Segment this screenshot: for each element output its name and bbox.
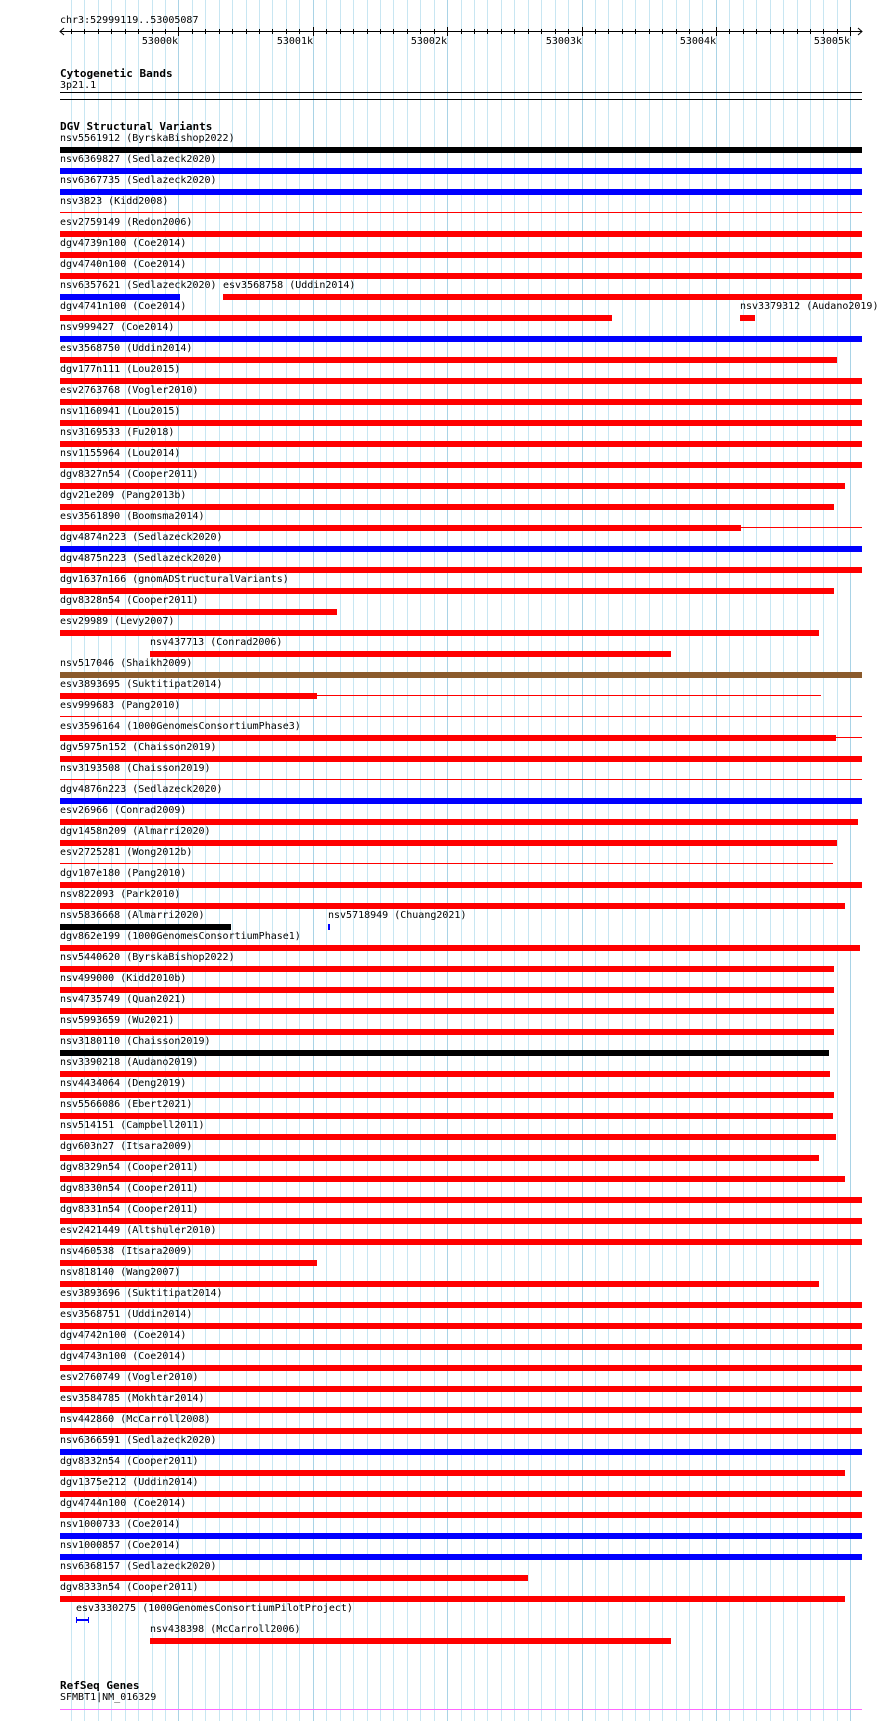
variant-bar[interactable]: [60, 756, 862, 762]
variant-bar[interactable]: [60, 462, 862, 468]
variant-label[interactable]: esv3596164 (1000GenomesConsortiumPhase3): [60, 721, 301, 732]
variant-bar[interactable]: [60, 294, 180, 300]
variant-label[interactable]: dgv4744n100 (Coe2014): [60, 1498, 187, 1509]
variant-label[interactable]: nsv3390218 (Audano2019): [60, 1057, 199, 1068]
variant-bar[interactable]: [60, 1470, 845, 1476]
variant-label[interactable]: dgv1637n166 (gnomADStructuralVariants): [60, 574, 289, 585]
variant-label[interactable]: esv3561890 (Boomsma2014): [60, 511, 205, 522]
variant-label[interactable]: nsv5836668 (Almarri2020): [60, 910, 205, 921]
variant-label[interactable]: nsv1155964 (Lou2014): [60, 448, 181, 459]
variant-label[interactable]: nsv5993659 (Wu2021): [60, 1015, 175, 1026]
variant-bar[interactable]: [60, 212, 862, 213]
variant-bar[interactable]: [60, 399, 862, 405]
ruler-tick-label: 53003k: [545, 36, 582, 47]
variant-label[interactable]: dgv8333n54 (Cooper2011): [60, 1582, 199, 1593]
variant-bar[interactable]: [60, 1008, 834, 1014]
variant-label[interactable]: dgv4741n100 (Coe2014): [60, 301, 187, 312]
variant-bar[interactable]: [60, 525, 741, 531]
variant-label[interactable]: dgv8330n54 (Cooper2011): [60, 1183, 199, 1194]
refseq-gene-label[interactable]: SFMBT1|NM_016329: [60, 1692, 157, 1703]
variant-bar[interactable]: [60, 609, 337, 615]
variant-label[interactable]: nsv1000857 (Coe2014): [60, 1540, 181, 1551]
variant-label[interactable]: esv3584785 (Mokhtar2014): [60, 1393, 205, 1404]
variant-label[interactable]: esv2725281 (Wong2012b): [60, 847, 193, 858]
variant-label[interactable]: nsv4434064 (Deng2019): [60, 1078, 187, 1089]
variant-bar[interactable]: [60, 735, 836, 741]
variant-label[interactable]: nsv3823 (Kidd2008): [60, 196, 169, 207]
variant-bar[interactable]: [60, 1134, 836, 1140]
variant-bar[interactable]: [60, 924, 231, 930]
variant-label[interactable]: esv2763768 (Vogler2010): [60, 385, 199, 396]
variant-label[interactable]: nsv3180110 (Chaisson2019): [60, 1036, 211, 1047]
variant-bar[interactable]: [60, 1596, 845, 1602]
variant-bar[interactable]: [150, 1638, 671, 1644]
variant-label[interactable]: dgv8331n54 (Cooper2011): [60, 1204, 199, 1215]
variant-connector: [836, 737, 862, 738]
variant-connector: [317, 695, 821, 696]
variant-label[interactable]: nsv3193508 (Chaisson2019): [60, 763, 211, 774]
variant-label[interactable]: nsv6368157 (Sedlazeck2020): [60, 1561, 217, 1572]
variant-label[interactable]: nsv1000733 (Coe2014): [60, 1519, 181, 1530]
variant-bar[interactable]: [60, 1092, 834, 1098]
variant-label[interactable]: nsv5566086 (Ebert2021): [60, 1099, 193, 1110]
variant-bar[interactable]: [60, 1323, 862, 1329]
variant-bar[interactable]: [223, 294, 862, 300]
variant-label[interactable]: dgv107e180 (Pang2010): [60, 868, 187, 879]
variant-bar[interactable]: [60, 546, 862, 552]
variant-bar[interactable]: [60, 1365, 862, 1371]
variant-bar[interactable]: [60, 987, 834, 993]
variant-bar[interactable]: [60, 840, 837, 846]
variant-label[interactable]: dgv177n111 (Lou2015): [60, 364, 181, 375]
variant-bar[interactable]: [60, 1554, 862, 1560]
variant-label[interactable]: nsv6366591 (Sedlazeck2020): [60, 1435, 217, 1446]
cytoband-label: 3p21.1: [60, 80, 97, 91]
refseq-track-title[interactable]: RefSeq Genes: [60, 1679, 140, 1692]
variant-bar[interactable]: [60, 1512, 862, 1518]
variant-label[interactable]: dgv4743n100 (Coe2014): [60, 1351, 187, 1362]
variant-label[interactable]: nsv6367735 (Sedlazeck2020): [60, 175, 217, 186]
variant-bar[interactable]: [60, 315, 612, 321]
variant-label[interactable]: esv2759149 (Redon2006): [60, 217, 193, 228]
variant-label[interactable]: dgv4740n100 (Coe2014): [60, 259, 187, 270]
ruler-tick-label: 53004k: [679, 36, 716, 47]
variant-connector: [741, 527, 862, 528]
variant-label[interactable]: esv999683 (Pang2010): [60, 700, 181, 711]
variant-label[interactable]: dgv8329n54 (Cooper2011): [60, 1162, 199, 1173]
variant-label[interactable]: dgv8327n54 (Cooper2011): [60, 469, 199, 480]
variant-bar[interactable]: [60, 336, 862, 342]
variant-label[interactable]: nsv822093 (Park2010): [60, 889, 181, 900]
variant-bar[interactable]: [60, 252, 862, 258]
variant-bar[interactable]: [60, 1071, 830, 1077]
variant-label[interactable]: esv29989 (Levy2007): [60, 616, 175, 627]
variant-bar[interactable]: [60, 1155, 819, 1161]
variant-label[interactable]: dgv4874n223 (Sedlazeck2020): [60, 532, 223, 543]
variant-bar[interactable]: [60, 882, 862, 888]
variant-bar[interactable]: [60, 1239, 862, 1245]
variant-bar[interactable]: [60, 798, 862, 804]
variant-bar[interactable]: [60, 441, 862, 447]
variant-bar[interactable]: [60, 273, 862, 279]
variant-bar[interactable]: [60, 1344, 862, 1350]
variant-label[interactable]: nsv442860 (McCarroll2008): [60, 1414, 211, 1425]
variant-bar[interactable]: [60, 779, 862, 780]
variant-bar[interactable]: [60, 863, 833, 864]
variant-label[interactable]: nsv999427 (Coe2014): [60, 322, 175, 333]
variant-label[interactable]: dgv603n27 (Itsara2009): [60, 1141, 193, 1152]
variant-bar[interactable]: [60, 1533, 862, 1539]
variant-bar[interactable]: [60, 420, 862, 426]
variant-bar[interactable]: [60, 1260, 317, 1266]
variant-label[interactable]: dgv1458n209 (Almarri2020): [60, 826, 211, 837]
variant-bar[interactable]: [60, 1113, 833, 1119]
region-label: chr3:52999119..53005087: [60, 15, 199, 26]
variant-bar[interactable]: [60, 672, 862, 678]
variant-bar[interactable]: [60, 1197, 862, 1203]
variant-bar[interactable]: [60, 966, 834, 972]
variant-bar[interactable]: [60, 1386, 862, 1392]
variant-bar[interactable]: [60, 630, 819, 636]
variant-bar[interactable]: [60, 378, 862, 384]
variant-label[interactable]: dgv8328n54 (Cooper2011): [60, 595, 199, 606]
cytoband-track-title[interactable]: Cytogenetic Bands: [60, 67, 173, 80]
variant-label[interactable]: nsv6357621 (Sedlazeck2020): [60, 280, 217, 291]
variant-bar[interactable]: [60, 147, 862, 153]
variant-label[interactable]: nsv818140 (Wang2007): [60, 1267, 181, 1278]
variant-label[interactable]: nsv438398 (McCarroll2006): [150, 1624, 301, 1635]
variant-label[interactable]: nsv6369827 (Sedlazeck2020): [60, 154, 217, 165]
variant-label[interactable]: nsv4735749 (Quan2021): [60, 994, 187, 1005]
variant-label[interactable]: nsv1160941 (Lou2015): [60, 406, 181, 417]
variant-label[interactable]: dgv21e209 (Pang2013b): [60, 490, 187, 501]
variant-bar[interactable]: [60, 567, 862, 573]
variant-label[interactable]: nsv517046 (Shaikh2009): [60, 658, 193, 669]
variant-bar[interactable]: [328, 924, 330, 930]
variant-bar[interactable]: [60, 693, 317, 699]
variant-label[interactable]: nsv5718949 (Chuang2021): [328, 910, 467, 921]
variant-label[interactable]: nsv514151 (Campbell2011): [60, 1120, 205, 1131]
variant-label[interactable]: nsv5561912 (ByrskaBishop2022): [60, 133, 235, 144]
ruler-tick-label: 53000k: [141, 36, 178, 47]
variant-label[interactable]: dgv4876n223 (Sedlazeck2020): [60, 784, 223, 795]
variant-label[interactable]: nsv3169533 (Fu2018): [60, 427, 175, 438]
variant-label[interactable]: dgv8332n54 (Cooper2011): [60, 1456, 199, 1467]
variant-bar[interactable]: [60, 1302, 862, 1308]
variant-label[interactable]: esv3568751 (Uddin2014): [60, 1309, 193, 1320]
variant-label[interactable]: esv3568750 (Uddin2014): [60, 343, 193, 354]
variant-label[interactable]: dgv5975n152 (Chaisson2019): [60, 742, 217, 753]
variant-bar[interactable]: [60, 231, 862, 237]
variant-label[interactable]: esv26966 (Conrad2009): [60, 805, 187, 816]
variant-bar[interactable]: [740, 315, 755, 321]
variant-bar[interactable]: [60, 1449, 862, 1455]
variant-label[interactable]: esv3893695 (Suktitipat2014): [60, 679, 223, 690]
variant-label[interactable]: dgv4875n223 (Sedlazeck2020): [60, 553, 223, 564]
variant-label[interactable]: nsv3379312 (Audano2019): [740, 301, 879, 312]
variant-label[interactable]: dgv4742n100 (Coe2014): [60, 1330, 187, 1341]
variant-bar[interactable]: [60, 1575, 528, 1581]
variant-bar[interactable]: [60, 1029, 834, 1035]
ruler-tick-label: 53005k: [813, 36, 850, 47]
variant-bar[interactable]: [60, 168, 862, 174]
variant-bar[interactable]: [150, 651, 671, 657]
variant-bar[interactable]: [60, 819, 858, 825]
variant-label[interactable]: dgv4739n100 (Coe2014): [60, 238, 187, 249]
variant-label[interactable]: esv2760749 (Vogler2010): [60, 1372, 199, 1383]
variant-label[interactable]: nsv5440620 (ByrskaBishop2022): [60, 952, 235, 963]
variant-bar[interactable]: [60, 357, 837, 363]
ruler-tick-label: 53001k: [276, 36, 313, 47]
variant-label[interactable]: nsv437713 (Conrad2006): [150, 637, 283, 648]
variant-bar[interactable]: [60, 189, 862, 195]
variant-label[interactable]: esv2421449 (Altshuler2010): [60, 1225, 217, 1236]
variant-bar[interactable]: [60, 903, 845, 909]
variant-bar[interactable]: [60, 1281, 819, 1287]
variant-label[interactable]: esv3568758 (Uddin2014): [223, 280, 356, 291]
variant-bar[interactable]: [60, 588, 834, 594]
variant-bar[interactable]: [60, 1491, 862, 1497]
variant-bar[interactable]: [60, 945, 860, 951]
gene-model[interactable]: [0, 1703, 890, 1715]
variant-label[interactable]: dgv862e199 (1000GenomesConsortiumPhase1): [60, 931, 301, 942]
track-divider: [60, 99, 862, 100]
variant-bar[interactable]: [60, 504, 834, 510]
variant-label[interactable]: dgv1375e212 (Uddin2014): [60, 1477, 199, 1488]
variant-label[interactable]: nsv499000 (Kidd2010b): [60, 973, 187, 984]
variant-bar[interactable]: [60, 483, 845, 489]
variant-bar[interactable]: [60, 1176, 845, 1182]
cytoband-band[interactable]: [60, 92, 862, 93]
variant-label[interactable]: esv3893696 (Suktitipat2014): [60, 1288, 223, 1299]
variant-bar[interactable]: [60, 716, 862, 717]
variant-bar[interactable]: [60, 1407, 862, 1413]
variant-label[interactable]: esv3330275 (1000GenomesConsortiumPilotProject): [76, 1603, 353, 1614]
variant-bar[interactable]: [60, 1218, 862, 1224]
variant-bar[interactable]: [60, 1428, 862, 1434]
variant-bar[interactable]: [60, 1050, 829, 1056]
variant-label[interactable]: nsv460538 (Itsara2009): [60, 1246, 193, 1257]
ruler-tick-label: 53002k: [410, 36, 447, 47]
variant-bar[interactable]: [76, 1617, 89, 1623]
dgv-track-title[interactable]: DGV Structural Variants: [60, 120, 213, 133]
